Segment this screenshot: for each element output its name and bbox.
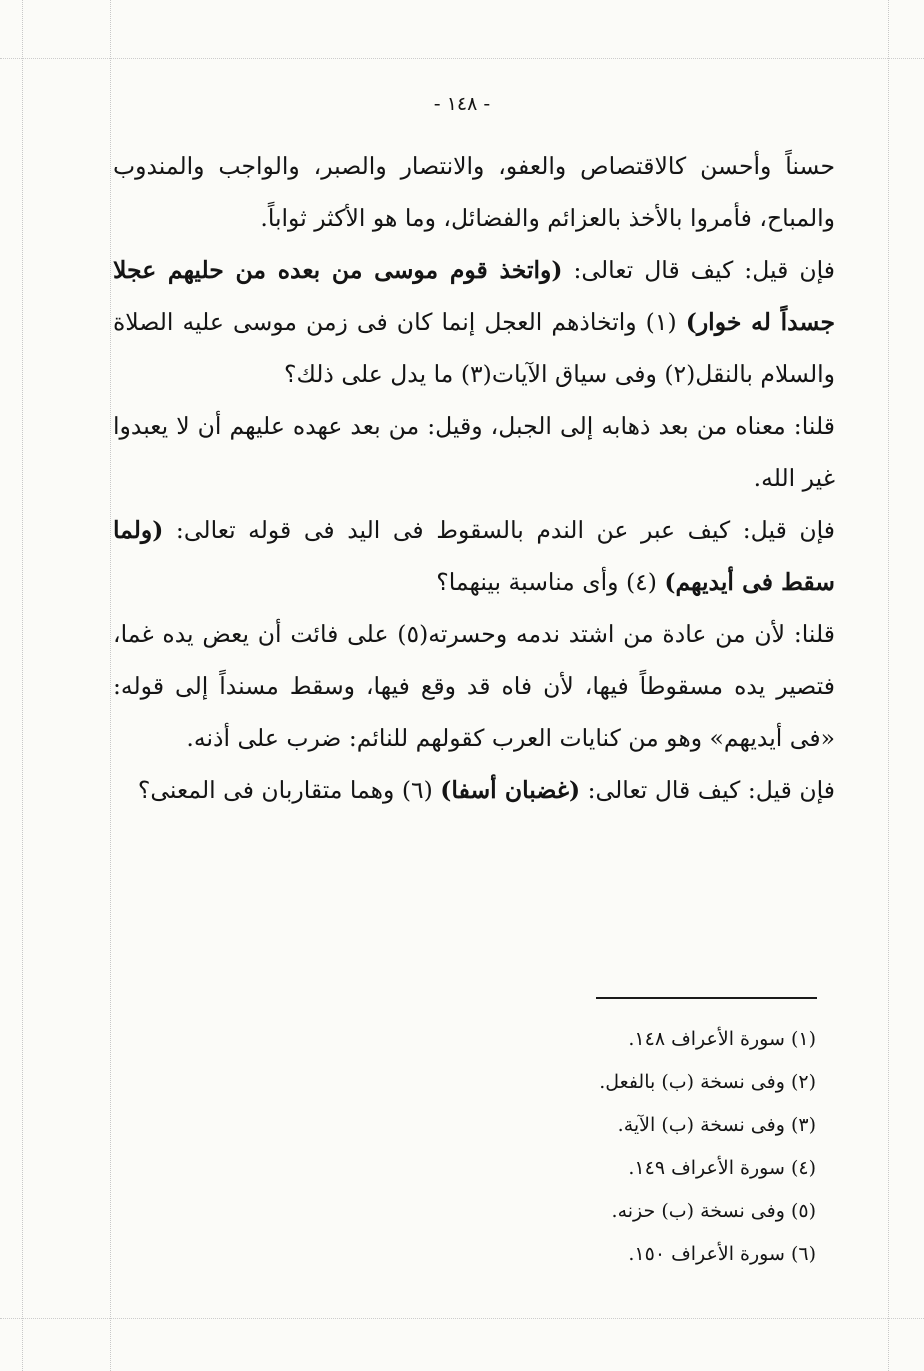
scan-dotted-border — [0, 1318, 924, 1319]
paragraph — [113, 400, 835, 504]
paragraph-text: فإن قيل: كيف قال تعالى: — [562, 256, 835, 284]
footnote: (١) سورة الأعراف ١٤٨. — [628, 1028, 816, 1050]
paragraph — [113, 764, 835, 816]
paragraph — [113, 140, 835, 244]
quran-quote: (واتخذ قوم موسى من بعده من حليهم عجلا جسداً له خوار) — [113, 256, 836, 336]
quran-quote: (غضبان أسفا) — [440, 776, 581, 804]
paragraph-text: (١) واتخاذهم العجل إنما كان فى زمن موسى عليه الصلاة والسلام بالنقل(٢) وفى سياق الآيات(٣) ما يدل على ذلك؟ — [113, 308, 835, 388]
paragraph — [113, 504, 835, 608]
paragraph-text: فإن قيل: كيف عبر عن الندم بالسقوط فى اليد فى قوله تعالى: — [163, 516, 835, 544]
scan-dotted-border — [110, 0, 111, 1371]
scan-dotted-border — [0, 58, 924, 59]
scan-dotted-border — [22, 0, 23, 1371]
scan-dotted-border — [888, 0, 889, 1371]
footnote: (٥) وفى نسخة (ب) حزنه. — [611, 1200, 816, 1222]
footnote-separator — [596, 997, 817, 999]
page-number: - ١٤٨ - — [433, 93, 491, 115]
paragraph — [113, 608, 835, 764]
paragraph-text: حسناً وأحسن كالاقتصاص والعفو، والانتصار والصبر، والواجب والمندوب والمباح، فأمروا بالأخذ بالعزائم والفضائل، وما هو الأكثر ثواباً. — [113, 152, 835, 232]
paragraph-text: قلنا: لأن من عادة من اشتد ندمه وحسرته(٥) على فائت أن يعض يده غما، فتصير يده مسقوطاً فيها، لأن فاه قد وقع فيها، وسقط مسنداً إلى قوله: «فى أيديهم» وهو من كنايات العرب كقولهم للنائم: ضرب على أذنه. — [113, 620, 835, 752]
footnote: (٣) وفى نسخة (ب) الآية. — [617, 1114, 816, 1136]
quran-quote: (ولما سقط فى أيديهم) — [113, 516, 835, 596]
paragraph-text: (٤) وأى مناسبة بينهما؟ — [436, 568, 665, 596]
paragraph-text: فإن قيل: كيف قال تعالى: — [580, 776, 835, 804]
footnotes — [396, 1018, 816, 1276]
footnote: (٤) سورة الأعراف ١٤٩. — [628, 1157, 816, 1179]
paragraph-text: (٦) وهما متقاربان فى المعنى؟ — [137, 776, 441, 804]
footnote: (٦) سورة الأعراف ١٥٠. — [628, 1243, 816, 1265]
paragraph-text: قلنا: معناه من بعد ذهابه إلى الجبل، وقيل: من بعد عهده عليهم أن لا يعبدوا غير الله. — [113, 412, 835, 492]
paragraph — [113, 244, 835, 400]
body-text — [113, 140, 835, 816]
footnote: (٢) وفى نسخة (ب) بالفعل. — [599, 1071, 816, 1093]
